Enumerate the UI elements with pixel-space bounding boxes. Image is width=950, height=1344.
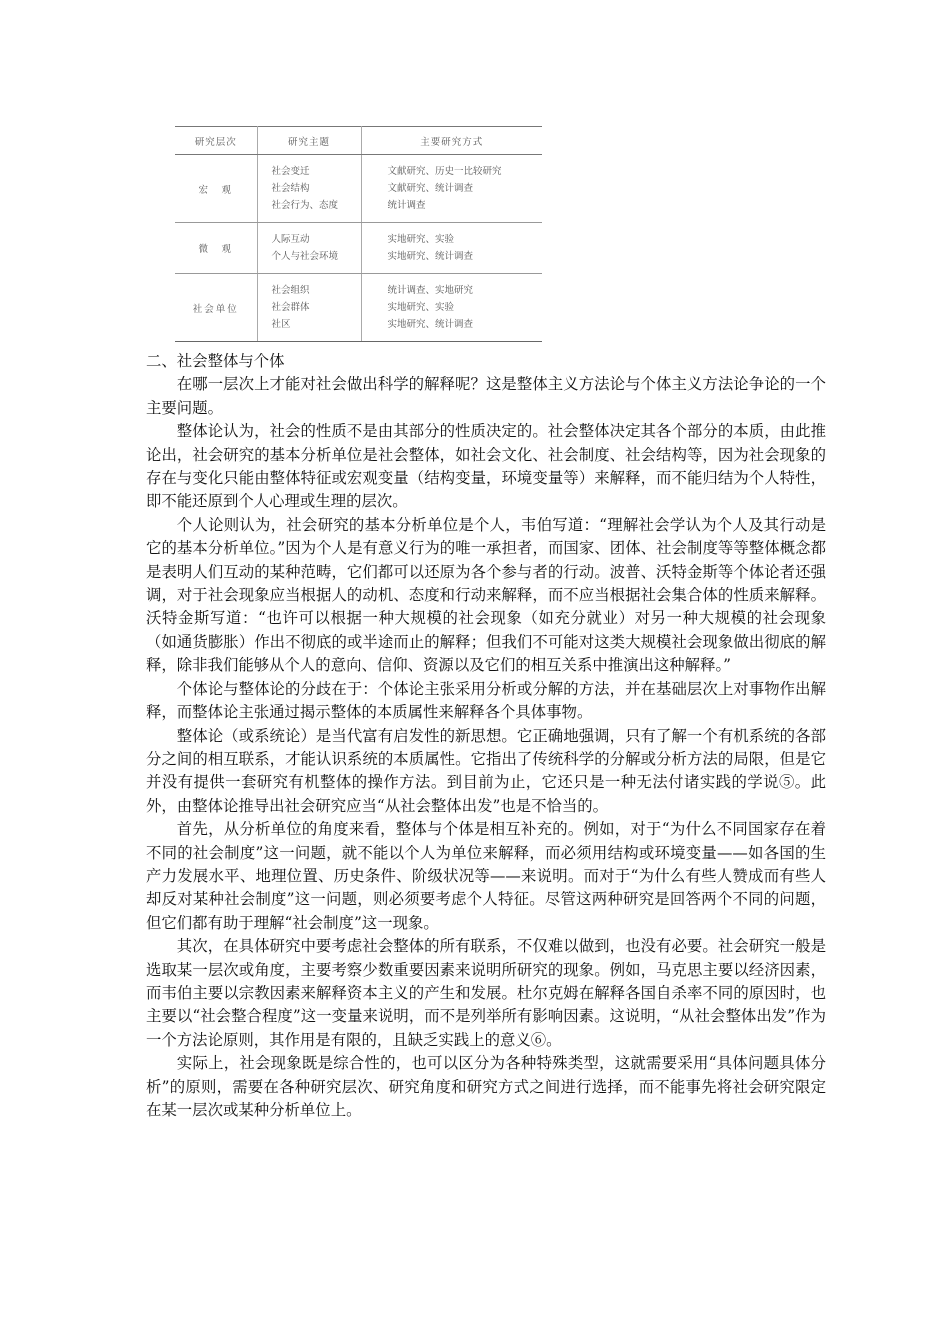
method-item: 实地研究、统计调查 [387, 319, 474, 330]
topic-item: 社会变迁 [271, 166, 310, 177]
topic-item: 社会结构 [271, 183, 310, 194]
level-cell: 宏 观 [175, 155, 257, 223]
method-item: 实地研究、实验 [387, 302, 455, 313]
header-topic: 研究主题 [257, 127, 361, 155]
paragraph: 整体论认为，社会的性质不是由其部分的性质决定的。社会整体决定其各个部分的本质，由此推论出，社会研究的基本分析单位是社会整体，如社会文化、社会制度、社会结构等，因为社会现象的存在与变化只能由整体特征或宏观变量（结构变量，环境变量等）来解释，而不能归结为个人特性，即不能还原到个人心理或生理的层次。 [146, 422, 826, 511]
level-cell: 微 观 [175, 223, 257, 274]
topics-cell [257, 155, 361, 223]
method-item: 实地研究、统计调查 [387, 251, 474, 262]
header-method: 主要研究方式 [361, 127, 542, 155]
methods-cell [361, 274, 542, 342]
table-row [175, 155, 542, 223]
paragraph: 其次，在具体研究中要考虑社会整体的所有联系，不仅难以做到，也没有必要。社会研究一般是选取某一层次或角度，主要考察少数重要因素来说明所研究的现象。例如，马克思主要以经济因素，而韦伯主要以宗教因素来解释资本主义的产生和发展。杜尔克姆在解释各国自杀率不同的原因时，也主要以“社会整合程度”这一变量来说明，而不是列举所有影响因素。这说明，“从社会整体出发”作为一个方法论原则，其作用是有限的，且缺乏实践上的意义⑥。 [146, 937, 826, 1049]
topic-item: 社会行为、态度 [271, 200, 339, 211]
table-row [175, 274, 542, 342]
paragraph: 在哪一层次上才能对社会做出科学的解释呢？这是整体主义方法论与个体主义方法论争论的一个主要问题。 [146, 375, 826, 417]
level-cell: 社会单位 [175, 274, 257, 342]
table-row [175, 223, 542, 274]
paragraph: 首先，从分析单位的角度来看，整体与个体是相互补充的。例如，对于“为什么不同国家存在着不同的社会制度”这一问题，就不能以个人为单位来解释，而必须用结构或环境变量——如各国的生产力发展水平、地理位置、历史条件、阶级状况等——来说明。而对于“为什么有些人赞成而有些人却反对某种社会制度”这一问题，则必须要考虑个人特征。尽管这两种研究是回答两个不同的问题，但它们都有助于理解“社会制度”这一现象。 [146, 820, 826, 932]
header-level: 研究层次 [175, 127, 257, 155]
topic-item: 人际互动 [271, 234, 310, 245]
section-heading: 二、社会整体与个体 [146, 352, 285, 370]
method-item: 实地研究、实验 [387, 234, 455, 245]
method-item: 统计调查 [387, 200, 426, 211]
topic-item: 社会组织 [271, 285, 310, 296]
method-item: 文献研究、统计调查 [387, 183, 474, 194]
paragraph: 整体论（或系统论）是当代富有启发性的新思想。它正确地强调，只有了解一个有机系统的各部分之间的相互联系，才能认识系统的本质属性。它指出了传统科学的分解或分析方法的局限，但是它并没有提供一套研究有机整体的操作方法。到目前为止，它还只是一种无法付诸实践的学说⑤。此外，由整体论推导出社会研究应当“从社会整体出发”也是不恰当的。 [146, 726, 826, 815]
paragraph: 实际上，社会现象既是综合性的，也可以区分为各种特殊类型，这就需要采用“具体问题具体分析”的原则，需要在各种研究层次、研究角度和研究方式之间进行选择，而不能事先将社会研究限定在某一层次或某种分析单位上。 [146, 1054, 826, 1119]
methods-cell [361, 155, 542, 223]
table-header-row [175, 127, 542, 155]
topic-item: 社会群体 [271, 302, 310, 313]
topic-item: 社区 [271, 319, 291, 330]
research-levels-table [175, 126, 542, 342]
body-text [146, 350, 826, 1122]
methods-cell [361, 223, 542, 274]
paragraph: 个体论与整体论的分歧在于：个体论主张采用分析或分解的方法，并在基础层次上对事物作出解释，而整体论主张通过揭示整体的本质属性来解释各个具体事物。 [146, 679, 826, 722]
method-item: 文献研究、历史一比较研究 [387, 166, 502, 177]
topic-item: 个人与社会环境 [271, 251, 339, 262]
topics-cell [257, 223, 361, 274]
method-item: 统计调查、实地研究 [387, 285, 474, 296]
topics-cell [257, 274, 361, 342]
paragraph: 个人论则认为，社会研究的基本分析单位是个人，韦伯写道：“理解社会学认为个人及其行动是它的基本分析单位。”因为个人是有意义行为的唯一承担者，而国家、团体、社会制度等等整体概念都是表明人们互动的某种范畴，它们都可以还原为各个参与者的行动。波普、沃特金斯等个体论者还强调，对于社会现象应当根据人的动机、态度和行动来解释，而不应当根据社会集合体的性质来解释。沃特金斯写道：“也许可以根据一种大规模的社会现象（如充分就业）对另一种大规模的社会现象（如通货膨胀）作出不彻底的或半途而止的解释；但我们不可能对这类大规模社会现象做出彻底的解释，除非我们能够从个人的意向、信仰、资源以及它们的相互关系中推演出这种解释。” [146, 515, 826, 675]
